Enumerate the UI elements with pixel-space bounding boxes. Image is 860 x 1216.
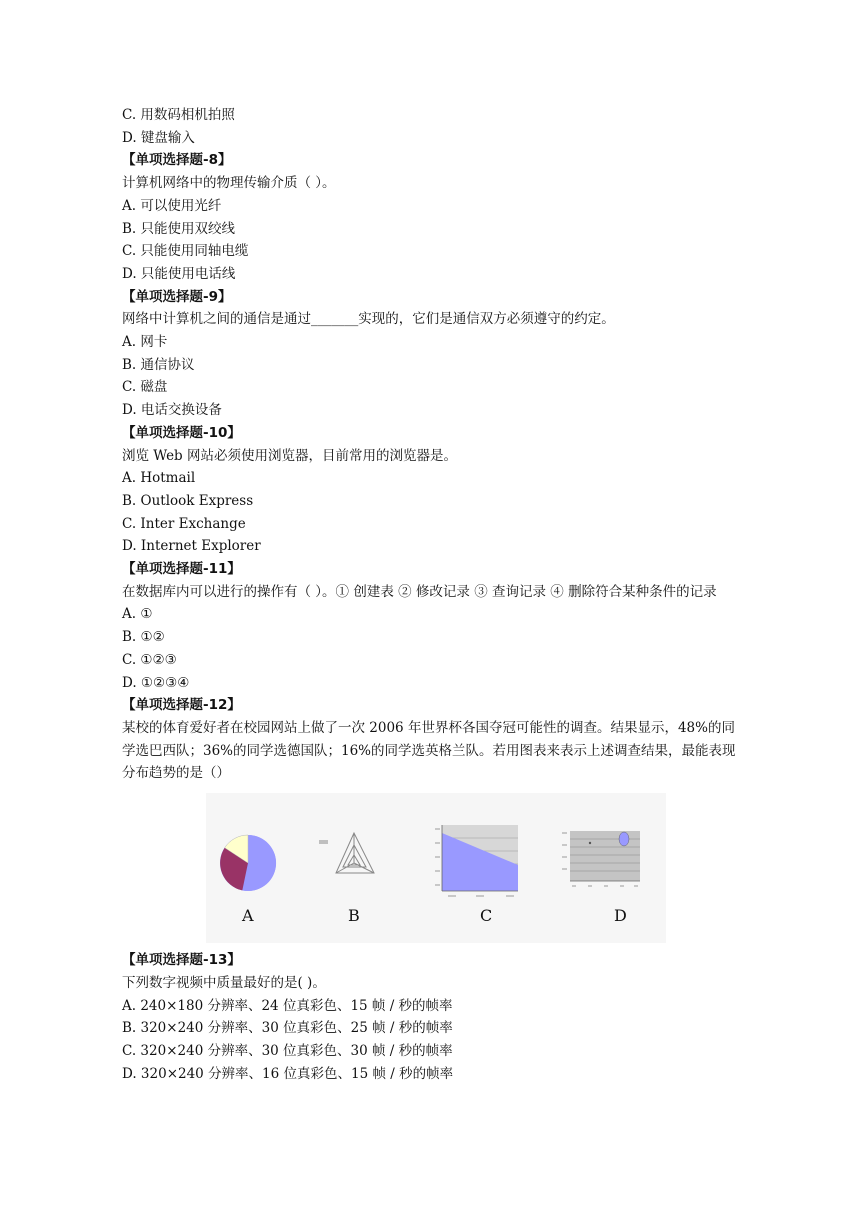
option-a: A. 网卡 — [122, 334, 168, 351]
question-stem: 浏览 Web 网站必须使用浏览器，目前常用的浏览器是。 — [122, 447, 457, 464]
chart-thumbnails — [206, 793, 666, 943]
option-a: A. 240×180 分辨率、24 位真彩色、15 帧 / 秒的帧率 — [122, 997, 453, 1014]
question-heading: 【单项选择题-12】 — [122, 697, 241, 714]
option-c: C. ①②③ — [122, 651, 177, 668]
option-a: A. 可以使用光纤 — [122, 197, 222, 214]
option-d: D. ①②③④ — [122, 674, 190, 691]
question-heading: 【单项选择题-9】 — [122, 288, 232, 305]
question-heading: 【单项选择题-10】 — [122, 424, 241, 441]
figure-label-b: B — [348, 906, 360, 926]
question-stem: 某校的体育爱好者在校园网站上做了一次 2006 年世界杯各国夺冠可能性的调查。结果显示，48%的同学选巴西队；36%的同学选德国队；16%的同学选英格兰队。若用图表来表示上述调查结果，最能表现分布趋势的是（） — [122, 719, 736, 782]
option-d: D. Internet Explorer — [122, 538, 261, 555]
figure-label-c: C — [480, 906, 493, 926]
option-d: D. 键盘输入 — [122, 129, 195, 146]
option-a: A. Hotmail — [122, 470, 196, 487]
area-chart-thumbnail — [435, 825, 518, 896]
question-heading: 【单项选择题-11】 — [122, 561, 241, 578]
option-c: C. 320×240 分辨率、30 位真彩色、30 帧 / 秒的帧率 — [122, 1042, 453, 1059]
option-b: B. 通信协议 — [122, 356, 195, 373]
option-b: B. 320×240 分辨率、30 位真彩色、25 帧 / 秒的帧率 — [122, 1020, 453, 1037]
bubble-chart-thumbnail — [562, 831, 640, 886]
chart-options-figure — [206, 793, 666, 943]
option-c: C. 只能使用同轴电缆 — [122, 243, 249, 260]
question-stem: 网络中计算机之间的通信是通过_______实现的，它们是通信双方必须遵守的约定。 — [122, 311, 615, 328]
question-heading: 【单项选择题-13】 — [122, 952, 241, 969]
option-d: D. 电话交换设备 — [122, 402, 222, 419]
option-a: A. ① — [122, 606, 153, 623]
option-b: B. ①② — [122, 629, 165, 646]
option-c: C. 用数码相机拍照 — [122, 107, 235, 123]
question-heading: 【单项选择题-8】 — [122, 152, 232, 169]
figure-label-a: A — [242, 906, 254, 926]
question-stem: 计算机网络中的物理传输介质（ ）。 — [122, 175, 336, 192]
option-c: C. Inter Exchange — [122, 515, 246, 532]
option-b: B. 只能使用双绞线 — [122, 220, 236, 237]
question-stem: 在数据库内可以进行的操作有（ ）。① 创建表 ② 修改记录 ③ 查询记录 ④ 删除符合某种条件的记录 — [122, 583, 717, 600]
radar-chart-thumbnail — [319, 833, 374, 873]
option-d: D. 只能使用电话线 — [122, 265, 236, 282]
option-c: C. 磁盘 — [122, 379, 168, 396]
option-b: B. Outlook Express — [122, 492, 254, 509]
figure-label-d: D — [614, 906, 627, 926]
pie-chart-thumbnail — [220, 835, 276, 891]
question-stem: 下列数字视频中质量最好的是( )。 — [122, 974, 326, 991]
document-page — [122, 104, 742, 1085]
option-d: D. 320×240 分辨率、16 位真彩色、15 帧 / 秒的帧率 — [122, 1065, 454, 1082]
